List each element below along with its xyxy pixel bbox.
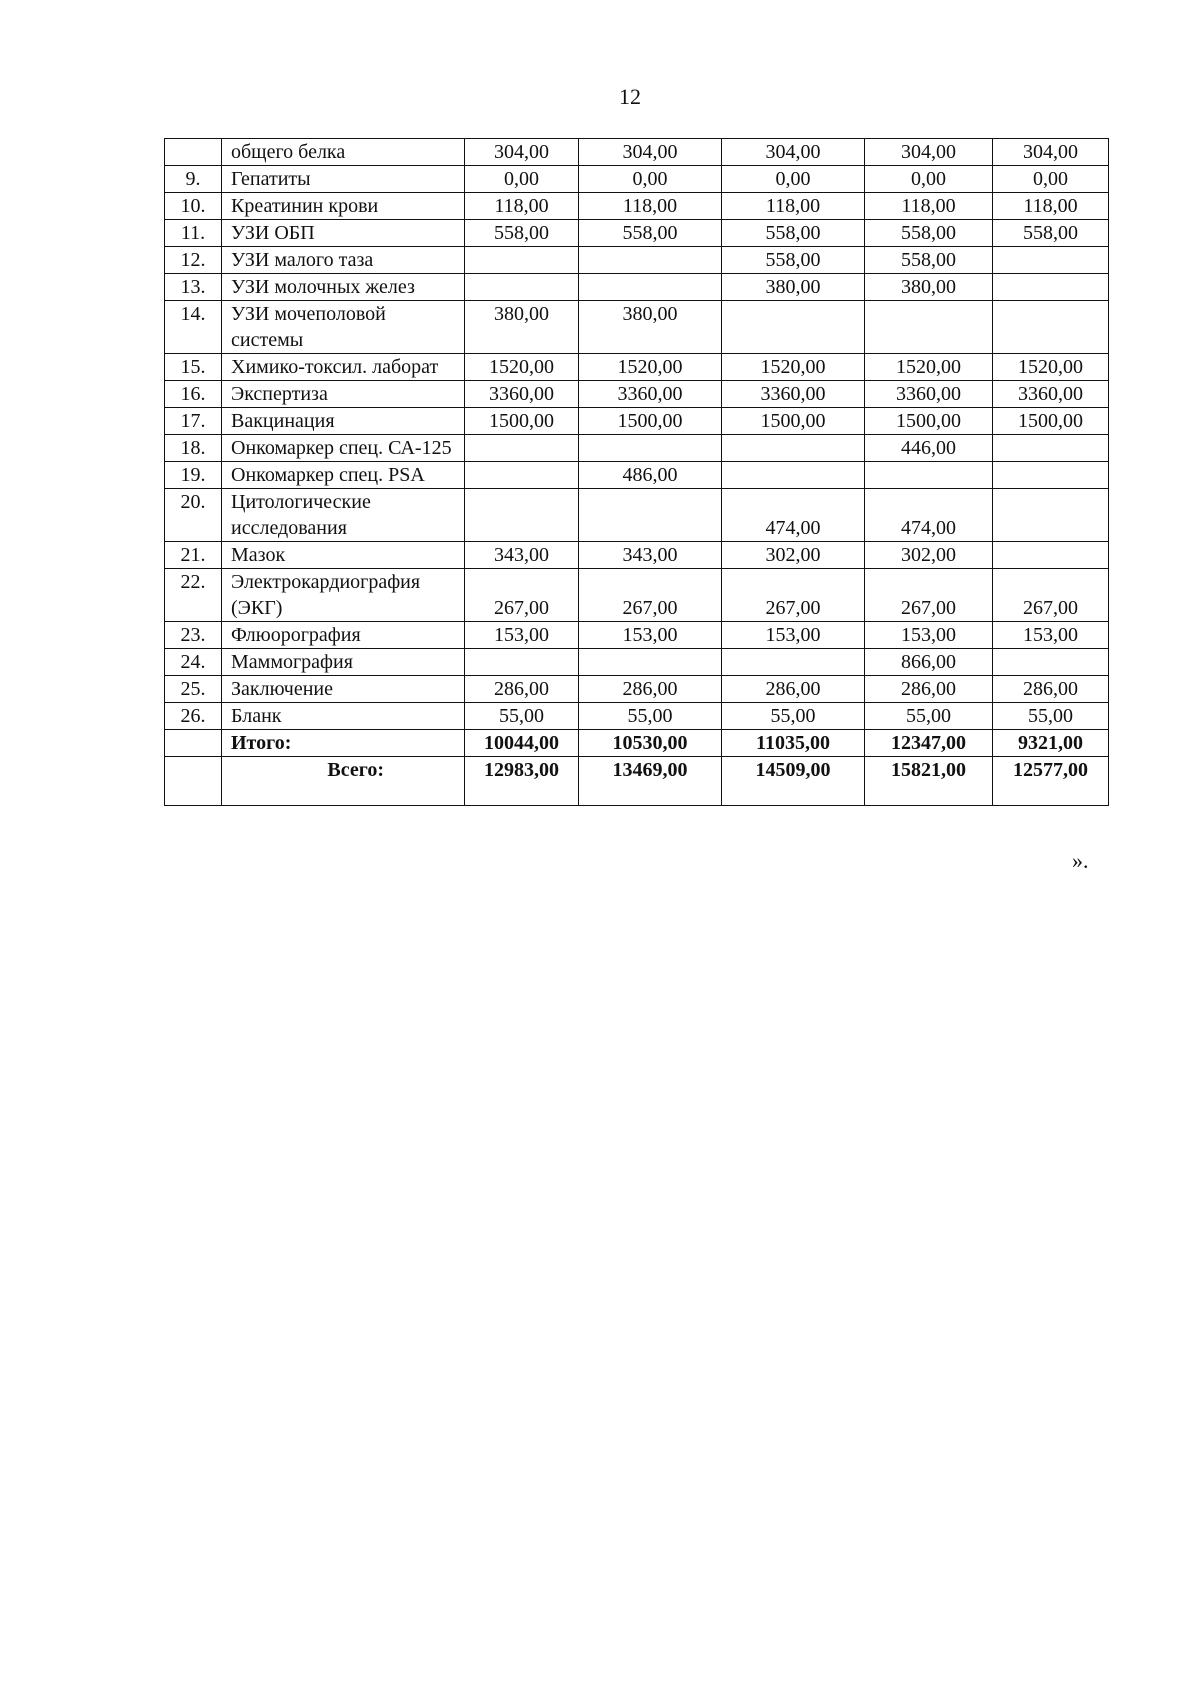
subtotal-row bbox=[165, 730, 1109, 757]
total-cell: 12577,00 bbox=[993, 757, 1109, 806]
table-row bbox=[165, 381, 1109, 408]
service-name: Вакцинация bbox=[222, 408, 465, 435]
price-cell bbox=[993, 435, 1109, 462]
price-cell: 558,00 bbox=[865, 220, 993, 247]
subtotal-cell: 9321,00 bbox=[993, 730, 1109, 757]
price-cell: 118,00 bbox=[465, 193, 579, 220]
price-cell: 304,00 bbox=[722, 139, 865, 166]
price-cell: 0,00 bbox=[993, 166, 1109, 193]
row-number: 21. bbox=[165, 542, 222, 569]
price-cell bbox=[722, 435, 865, 462]
price-cell bbox=[722, 649, 865, 676]
price-cell bbox=[579, 649, 722, 676]
price-cell: 3360,00 bbox=[465, 381, 579, 408]
subtotal-label: Итого: bbox=[222, 730, 465, 757]
price-cell: 446,00 bbox=[865, 435, 993, 462]
price-cell: 3360,00 bbox=[722, 381, 865, 408]
service-name: Бланк bbox=[222, 703, 465, 730]
row-number: 19. bbox=[165, 462, 222, 489]
price-cell: 558,00 bbox=[865, 247, 993, 274]
price-cell bbox=[865, 301, 993, 354]
price-cell: 302,00 bbox=[722, 542, 865, 569]
table-row bbox=[165, 703, 1109, 730]
service-name: Электрокардиография (ЭКГ) bbox=[222, 569, 465, 622]
table-row bbox=[165, 274, 1109, 301]
empty-cell bbox=[165, 730, 222, 757]
price-cell: 55,00 bbox=[865, 703, 993, 730]
price-cell bbox=[579, 274, 722, 301]
price-cell bbox=[465, 462, 579, 489]
service-name: Маммография bbox=[222, 649, 465, 676]
row-number: 23. bbox=[165, 622, 222, 649]
price-cell: 0,00 bbox=[722, 166, 865, 193]
service-name: Онкомаркер спец. СА-125 bbox=[222, 435, 465, 462]
price-cell: 55,00 bbox=[579, 703, 722, 730]
table-row bbox=[165, 354, 1109, 381]
price-cell: 286,00 bbox=[993, 676, 1109, 703]
closing-mark: ». bbox=[1072, 848, 1089, 873]
row-number: 25. bbox=[165, 676, 222, 703]
total-cell: 14509,00 bbox=[722, 757, 865, 806]
row-number: 16. bbox=[165, 381, 222, 408]
price-cell: 304,00 bbox=[865, 139, 993, 166]
row-number: 12. bbox=[165, 247, 222, 274]
price-cell: 1520,00 bbox=[722, 354, 865, 381]
service-name: общего белка bbox=[222, 139, 465, 166]
price-cell: 118,00 bbox=[722, 193, 865, 220]
price-cell: 286,00 bbox=[722, 676, 865, 703]
page-number: 12 bbox=[619, 84, 641, 109]
price-cell: 267,00 bbox=[465, 569, 579, 622]
subtotal-cell: 12347,00 bbox=[865, 730, 993, 757]
service-name: Креатинин крови bbox=[222, 193, 465, 220]
price-cell: 1520,00 bbox=[993, 354, 1109, 381]
row-number: 14. bbox=[165, 301, 222, 354]
price-cell: 558,00 bbox=[579, 220, 722, 247]
total-label: Всего: bbox=[222, 757, 465, 806]
price-cell: 118,00 bbox=[579, 193, 722, 220]
table-row bbox=[165, 462, 1109, 489]
empty-cell bbox=[165, 757, 222, 806]
price-cell: 3360,00 bbox=[579, 381, 722, 408]
price-cell bbox=[579, 435, 722, 462]
subtotal-cell: 10044,00 bbox=[465, 730, 579, 757]
price-table bbox=[164, 138, 1109, 806]
price-cell: 343,00 bbox=[465, 542, 579, 569]
price-cell: 558,00 bbox=[722, 220, 865, 247]
table-row bbox=[165, 139, 1109, 166]
row-number: 22. bbox=[165, 569, 222, 622]
service-name: Цитологические исследования bbox=[222, 489, 465, 542]
price-cell: 1500,00 bbox=[579, 408, 722, 435]
price-cell: 286,00 bbox=[579, 676, 722, 703]
table-row bbox=[165, 676, 1109, 703]
price-cell: 267,00 bbox=[993, 569, 1109, 622]
price-cell bbox=[993, 489, 1109, 542]
price-cell bbox=[465, 489, 579, 542]
price-cell: 474,00 bbox=[722, 489, 865, 542]
price-cell: 153,00 bbox=[722, 622, 865, 649]
subtotal-cell: 11035,00 bbox=[722, 730, 865, 757]
price-cell bbox=[865, 462, 993, 489]
price-cell: 380,00 bbox=[465, 301, 579, 354]
total-cell: 15821,00 bbox=[865, 757, 993, 806]
total-cell: 13469,00 bbox=[579, 757, 722, 806]
price-cell: 1520,00 bbox=[465, 354, 579, 381]
price-cell: 302,00 bbox=[865, 542, 993, 569]
total-row bbox=[165, 757, 1109, 806]
price-cell: 558,00 bbox=[465, 220, 579, 247]
service-name: Флюорография bbox=[222, 622, 465, 649]
price-cell: 1500,00 bbox=[993, 408, 1109, 435]
price-cell bbox=[993, 462, 1109, 489]
price-cell: 380,00 bbox=[865, 274, 993, 301]
price-cell: 1500,00 bbox=[722, 408, 865, 435]
price-cell: 153,00 bbox=[465, 622, 579, 649]
price-cell: 153,00 bbox=[579, 622, 722, 649]
price-cell bbox=[993, 301, 1109, 354]
price-cell: 118,00 bbox=[865, 193, 993, 220]
row-number: 11. bbox=[165, 220, 222, 247]
table-row bbox=[165, 542, 1109, 569]
price-cell bbox=[465, 649, 579, 676]
price-cell: 0,00 bbox=[579, 166, 722, 193]
price-cell: 3360,00 bbox=[865, 381, 993, 408]
price-cell bbox=[465, 274, 579, 301]
price-cell: 558,00 bbox=[722, 247, 865, 274]
row-number: 24. bbox=[165, 649, 222, 676]
service-name: Экспертиза bbox=[222, 381, 465, 408]
table-row bbox=[165, 569, 1109, 622]
service-name: УЗИ мочеполовой системы bbox=[222, 301, 465, 354]
price-cell: 3360,00 bbox=[993, 381, 1109, 408]
row-number: 20. bbox=[165, 489, 222, 542]
subtotal-cell: 10530,00 bbox=[579, 730, 722, 757]
price-cell: 343,00 bbox=[579, 542, 722, 569]
table-row bbox=[165, 166, 1109, 193]
price-cell: 153,00 bbox=[993, 622, 1109, 649]
price-cell bbox=[993, 247, 1109, 274]
price-cell: 380,00 bbox=[579, 301, 722, 354]
price-cell bbox=[993, 649, 1109, 676]
table-row bbox=[165, 649, 1109, 676]
price-cell: 866,00 bbox=[865, 649, 993, 676]
row-number: 9. bbox=[165, 166, 222, 193]
price-cell bbox=[579, 489, 722, 542]
price-cell bbox=[465, 435, 579, 462]
price-cell bbox=[465, 247, 579, 274]
service-name: Онкомаркер спец. PSA bbox=[222, 462, 465, 489]
price-cell: 558,00 bbox=[993, 220, 1109, 247]
price-cell: 474,00 bbox=[865, 489, 993, 542]
table-row bbox=[165, 247, 1109, 274]
price-cell: 380,00 bbox=[722, 274, 865, 301]
price-cell bbox=[722, 462, 865, 489]
price-cell: 267,00 bbox=[722, 569, 865, 622]
row-number: 26. bbox=[165, 703, 222, 730]
service-name: УЗИ ОБП bbox=[222, 220, 465, 247]
row-number bbox=[165, 139, 222, 166]
table-row bbox=[165, 193, 1109, 220]
service-name: УЗИ молочных желез bbox=[222, 274, 465, 301]
table-row bbox=[165, 301, 1109, 354]
table-row bbox=[165, 435, 1109, 462]
price-cell: 55,00 bbox=[993, 703, 1109, 730]
price-cell: 55,00 bbox=[722, 703, 865, 730]
row-number: 18. bbox=[165, 435, 222, 462]
table-row bbox=[165, 220, 1109, 247]
service-name: Химико-токсил. лаборат bbox=[222, 354, 465, 381]
price-cell bbox=[993, 542, 1109, 569]
price-cell: 55,00 bbox=[465, 703, 579, 730]
row-number: 10. bbox=[165, 193, 222, 220]
price-cell: 267,00 bbox=[865, 569, 993, 622]
price-cell: 0,00 bbox=[865, 166, 993, 193]
service-name: Заключение bbox=[222, 676, 465, 703]
row-number: 15. bbox=[165, 354, 222, 381]
price-cell: 1500,00 bbox=[865, 408, 993, 435]
price-cell: 1500,00 bbox=[465, 408, 579, 435]
table-row bbox=[165, 622, 1109, 649]
table-row bbox=[165, 489, 1109, 542]
price-cell bbox=[993, 274, 1109, 301]
price-cell: 118,00 bbox=[993, 193, 1109, 220]
total-cell: 12983,00 bbox=[465, 757, 579, 806]
price-cell: 267,00 bbox=[579, 569, 722, 622]
price-cell bbox=[722, 301, 865, 354]
price-cell: 486,00 bbox=[579, 462, 722, 489]
price-cell: 304,00 bbox=[465, 139, 579, 166]
table-row bbox=[165, 408, 1109, 435]
price-cell: 153,00 bbox=[865, 622, 993, 649]
price-cell bbox=[579, 247, 722, 274]
price-cell: 1520,00 bbox=[579, 354, 722, 381]
price-cell: 0,00 bbox=[465, 166, 579, 193]
price-cell: 286,00 bbox=[465, 676, 579, 703]
service-name: УЗИ малого таза bbox=[222, 247, 465, 274]
price-cell: 304,00 bbox=[993, 139, 1109, 166]
price-cell: 304,00 bbox=[579, 139, 722, 166]
row-number: 13. bbox=[165, 274, 222, 301]
service-name: Гепатиты bbox=[222, 166, 465, 193]
table-body bbox=[165, 139, 1109, 806]
price-cell: 286,00 bbox=[865, 676, 993, 703]
service-name: Мазок bbox=[222, 542, 465, 569]
price-cell: 1520,00 bbox=[865, 354, 993, 381]
row-number: 17. bbox=[165, 408, 222, 435]
